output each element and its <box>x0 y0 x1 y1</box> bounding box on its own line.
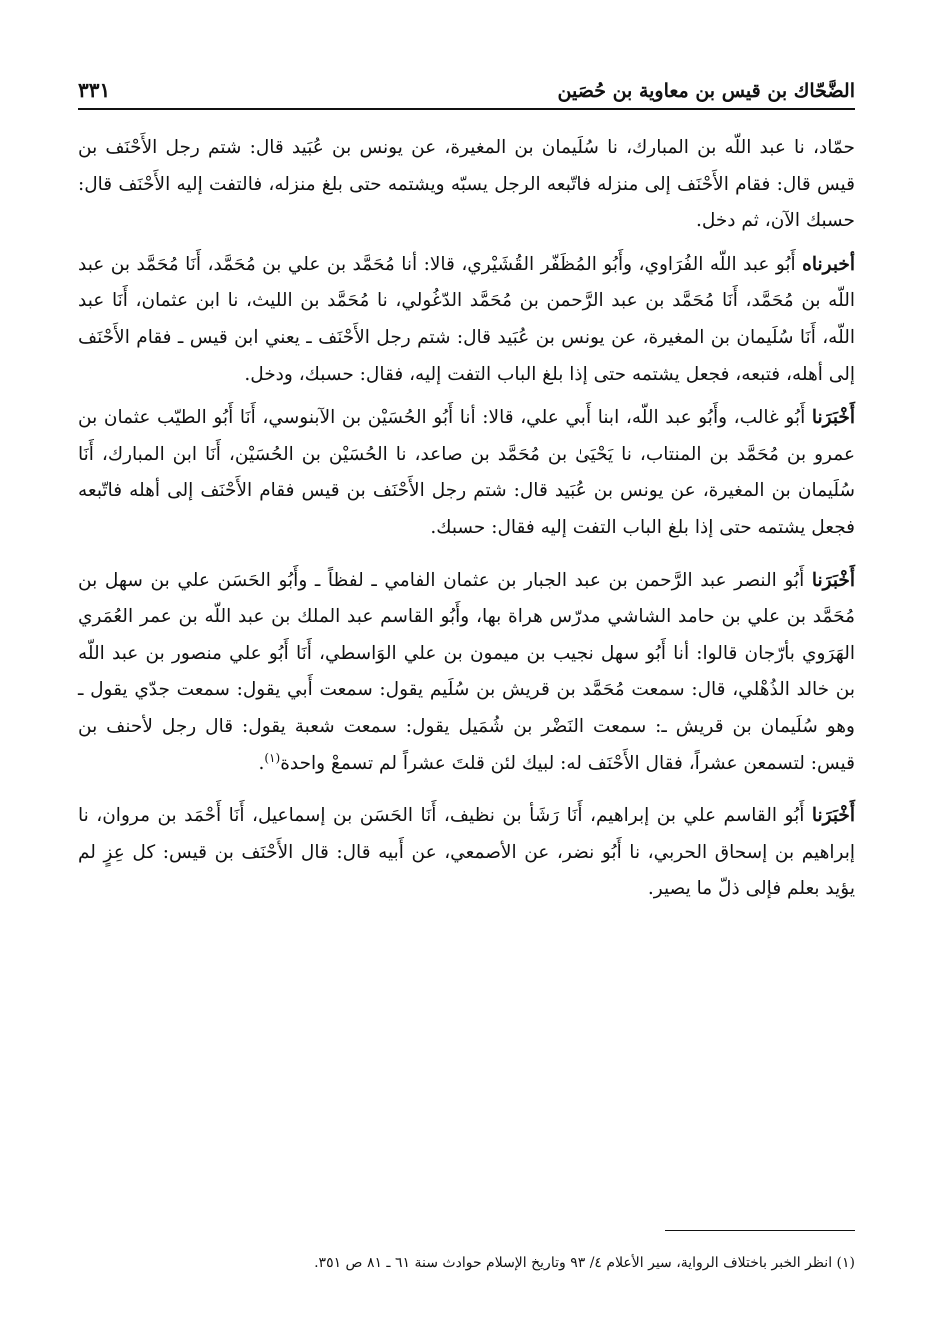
paragraph-tail: . <box>258 752 265 774</box>
paragraph-3 <box>78 400 855 546</box>
paragraph-text: أَبُو القاسم علي بن إبراهيم، أَنَا رَشَأ بن نظيف، أَنَا الحَسَن بن إسماعيل، أَنَا أَحْمَد بن مروان، نا إبراهيم بن إسحاق الحربي، نا أَبُو نضر، عن الأصمعي، عن أَبيه قال: قال الأَحْنَف بن قيس: كل عِزٍ لم يؤيد بعلم فإلى ذلّ ما يصير. <box>78 805 855 900</box>
page-number: ٣٣١ <box>78 78 111 102</box>
paragraph-text: أَبُو غالب، وأَبُو عبد اللّه، ابنا أَبي علي، قالا: أنا أَبُو الحُسَيْن بن الآبنوسي، أَنَا أَبُو الطيّب عثمان بن عمرو بن مُحَمَّد بن المنتاب، نا يَحْيَىٰ بن مُحَمَّد بن صاعد، نا الحُسَيْن بن الحُسَيْن، أَنَا ابن المبارك، أَنَا سُلَيمان بن المغيرة، عن يونس بن عُبَيد قال: شتم رجل الأَحْنَف بن قيس فقام الأَحْنَف إلى أهله فاتّبعه فجعل يشتمه حتى إذا بلغ الباب التفت إليه فقال: حسبك. <box>78 407 855 538</box>
footnote-divider <box>665 1230 855 1231</box>
paragraph-lead: أَخْبَرَنا <box>811 569 855 591</box>
paragraph-text: حمّاد، نا عبد اللّه بن المبارك، نا سُلَيمان بن المغيرة، عن يونس بن عُبَيد قال: شتم رجل الأَحْنَف بن قيس قال: فقام الأَحْنَف إلى منزله فاتّبعه الرجل يسبّه ويشتمه حتى بلغ منزله، فالتفت إليه الأَحْنَف قال: حسبك الآن، ثم دخل. <box>78 137 855 232</box>
paragraph-1 <box>78 130 855 240</box>
main-text <box>78 130 855 915</box>
paragraph-4 <box>78 563 855 783</box>
page-header <box>78 70 855 110</box>
paragraph-5 <box>78 798 855 908</box>
paragraph-2 <box>78 247 855 393</box>
paragraph-text: أَبُو عبد اللّه الفُرَاوي، وأَبُو المُظَفّر القُشَيْري، قالا: أنا مُحَمَّد بن علي بن مُحَمَّد، أَنَا مُحَمَّد بن عبد اللّه بن مُحَمَّد، أَنَا مُحَمَّد بن عبد الرَّحمن بن مُحَمَّد الدّغُولي، نا مُحَمَّد بن الليث، نا ابن عثمان، أَنَا عبد اللّه، أَنَا سُلَيمان بن المغيرة، عن يونس بن عُبَيد قال: شتم رجل الأَحْنَف ـ يعني ابن قيس ـ فقام الأَحْنَف إلى أهله، فتبعه، فجعل يشتمه حتى إذا بلغ الباب التفت إليه، فقال: حسبك، ودخل. <box>78 253 855 385</box>
paragraph-text: أَبُو النصر عبد الرَّحمن بن عبد الجبار بن عثمان الفامي ـ لفظاً ـ وأَبُو الحَسَن علي بن سهل بن مُحَمَّد بن علي بن حامد الشاشي مدرّس هراة بها، وأَبُو القاسم عبد الملك بن عبد اللّه بن عمر العُمَري الهَرَوي بأرّجان قالوا: أنا أَبُو سهل نجيب بن ميمون بن علي الوَاسطي، أَنَا أَبُو علي منصور بن عبد اللّه بن خالد الذُهْلي، قال: سمعت مُحَمَّد بن قريش بن سُلَيم يقول: سمعت أَبي يقول: سمعت جدّي يقول ـ وهو سُلَيمان بن قريش ـ: سمعت النَضْر بن شُمَيل يقول: سمعت شعبة يقول: قال رجل لأحنف بن قيس: لتسمعن عشراً، فقال الأَحْنَف له: لبيك لئن قلتَ عشراً لم تسمعْ واحدة <box>78 569 855 774</box>
paragraph-lead: أخبرناه <box>802 253 855 275</box>
footnote: (١) انظر الخبر باختلاف الرواية، سير الأعلام ٤/ ٩٣ وتاريخ الإسلام حوادث سنة ٦١ ـ ٨١ ص ٣٥١. <box>314 1255 855 1271</box>
paragraph-lead: أَخْبَرَنا <box>811 805 855 827</box>
footnote-reference: (١) <box>264 750 281 765</box>
running-title: الضَّحّاك بن قيس بن معاوية بن حُصَين <box>557 80 855 102</box>
paragraph-lead: أَخْبَرَنا <box>811 407 855 429</box>
